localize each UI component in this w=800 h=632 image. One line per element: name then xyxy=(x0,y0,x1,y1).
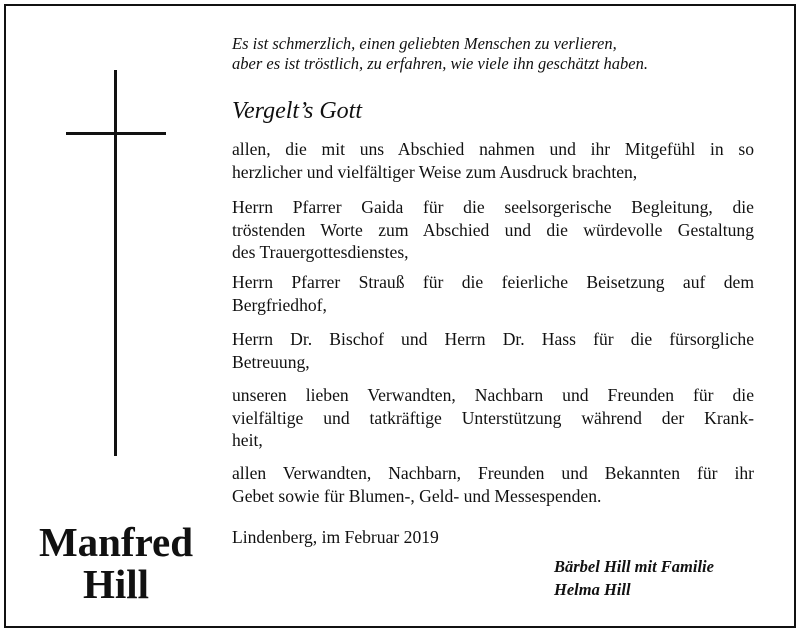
thanks-paragraph xyxy=(232,462,754,507)
paragraph-line: vielfältige und tatkräftige Unterstützung während der Krank- xyxy=(232,407,754,428)
paragraph-line: Bergfriedhof, xyxy=(232,294,327,315)
paragraph-line: tröstenden Worte zum Abschied und die würdevolle Gestaltung xyxy=(232,219,754,240)
cross-vertical-bar xyxy=(114,70,117,456)
thanks-paragraph xyxy=(232,138,754,183)
paragraph-line: allen, die mit uns Abschied nahmen und ihr Mitgefühl in so xyxy=(232,139,754,159)
paragraph-line: Herrn Dr. Bischof und Herrn Dr. Hass für die fürsorgliche xyxy=(232,329,754,349)
signer: Bärbel Hill mit Familie xyxy=(554,557,714,576)
paragraph-line: herzlicher und vielfältiger Weise zum Ausdruck brachten, xyxy=(232,161,638,182)
thanks-paragraph xyxy=(232,196,754,264)
paragraph-line: des Trauergottesdienstes, xyxy=(232,242,409,262)
headline: Vergelt’s Gott xyxy=(232,98,362,124)
paragraph-line: Herrn Pfarrer Strauß für die feierliche Beisetzung auf dem xyxy=(232,272,754,292)
signer: Helma Hill xyxy=(554,580,631,599)
place-and-date: Lindenberg, im Februar 2019 xyxy=(232,527,439,547)
deceased-first-name: Manfred xyxy=(38,519,194,565)
paragraph-line: unseren lieben Verwandten, Nachbarn und Freunden für die xyxy=(232,385,754,405)
thanks-paragraph xyxy=(232,384,754,452)
paragraph-line: allen Verwandten, Nachbarn, Freunden und Bekannten für ihr xyxy=(232,463,754,483)
paragraph-line: Gebet sowie für Blumen-, Geld- und Messespenden. xyxy=(232,485,602,506)
motto-line-1: Es ist schmerzlich, einen geliebten Menschen zu verlieren, xyxy=(232,34,617,53)
paragraph-line: Betreuung, xyxy=(232,351,310,372)
thanks-paragraph xyxy=(232,328,754,373)
motto-line-2: aber es ist tröstlich, zu erfahren, wie viele ihn geschätzt haben. xyxy=(232,54,648,73)
paragraph-line: Herrn Pfarrer Gaida für die seelsorgerische Begleitung, die xyxy=(232,197,754,217)
deceased-last-name: Hill xyxy=(82,561,150,607)
thanks-paragraph xyxy=(232,271,754,316)
paragraph-line: heit, xyxy=(232,430,263,450)
cross-horizontal-bar xyxy=(66,132,166,135)
